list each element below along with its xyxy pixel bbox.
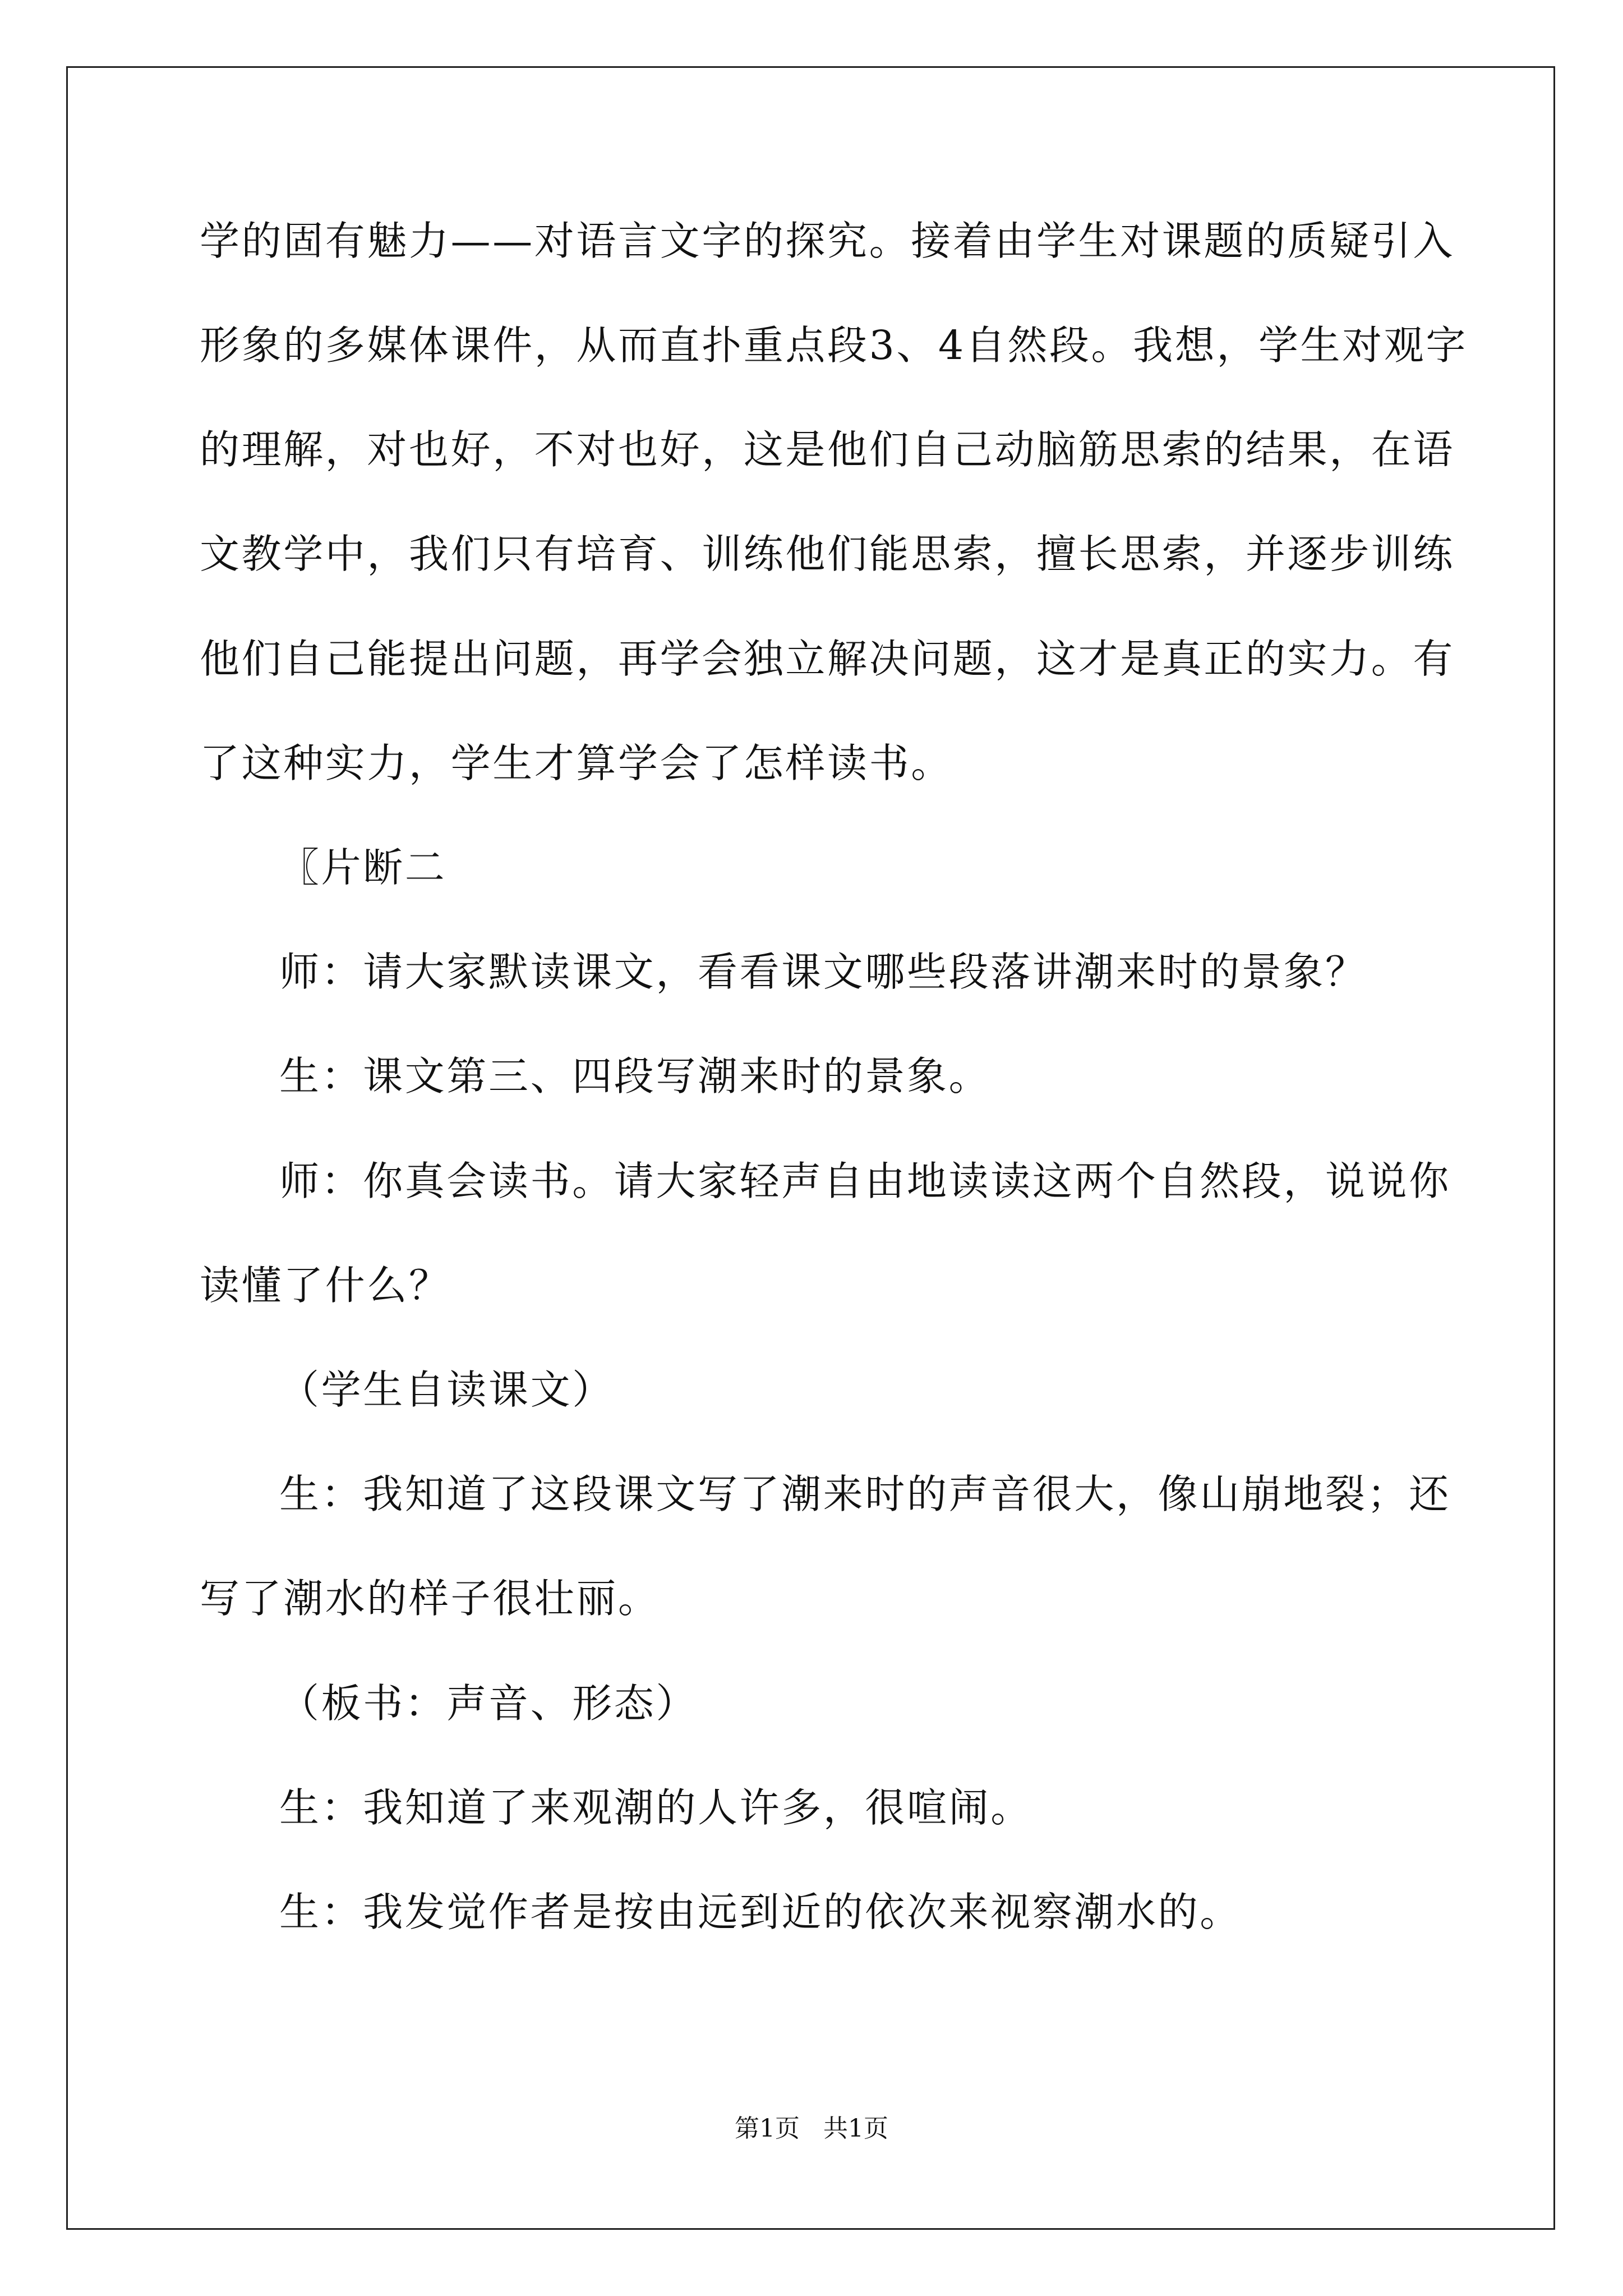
text-line: 形象的多媒体课件，从而直扑重点段3、4自然段。我想，学生对观字 [200,322,1468,369]
text-line: 的理解，对也好，不对也好，这是他们自己动脑筋思索的结果，在语 [200,426,1455,473]
text-line: 师：请大家默读课文，看看课文哪些段落讲潮来时的景象？ [279,949,1367,995]
text-line: 他们自己能提出问题，再学会独立解决问题，这才是真正的实力。有 [200,636,1455,682]
text-line: 学的固有魅力——对语言文字的探究。接着由学生对课题的质疑引入 [200,218,1455,264]
text-line: 生：我知道了来观潮的人许多，很喧闹。 [279,1784,1032,1831]
text-line: 读懂了什么？ [200,1262,451,1309]
text-line: 生：课文第三、四段写潮来时的景象。 [279,1053,991,1099]
text-line: （学生自读课文） [279,1366,614,1413]
text-line: 了这种实力，学生才算学会了怎样读书。 [200,740,953,786]
page-number-footer: 第1页 共1页 [735,2114,888,2143]
section-heading: 〖片断二 [279,844,447,891]
text-line: 生：我知道了这段课文写了潮来时的声音很大，像山崩地裂；还 [279,1471,1451,1517]
text-line: 文教学中，我们只有培育、训练他们能思索，擅长思索，并逐步训练 [200,531,1455,577]
text-line: 师：你真会读书。请大家轻声自由地读读这两个自然段，说说你 [279,1158,1451,1204]
text-line: （板书：声音、形态） [279,1680,698,1727]
text-line: 生：我发觉作者是按由远到近的依次来视察潮水的。 [279,1889,1242,1935]
text-line: 写了潮水的样子很壮丽。 [200,1575,660,1622]
